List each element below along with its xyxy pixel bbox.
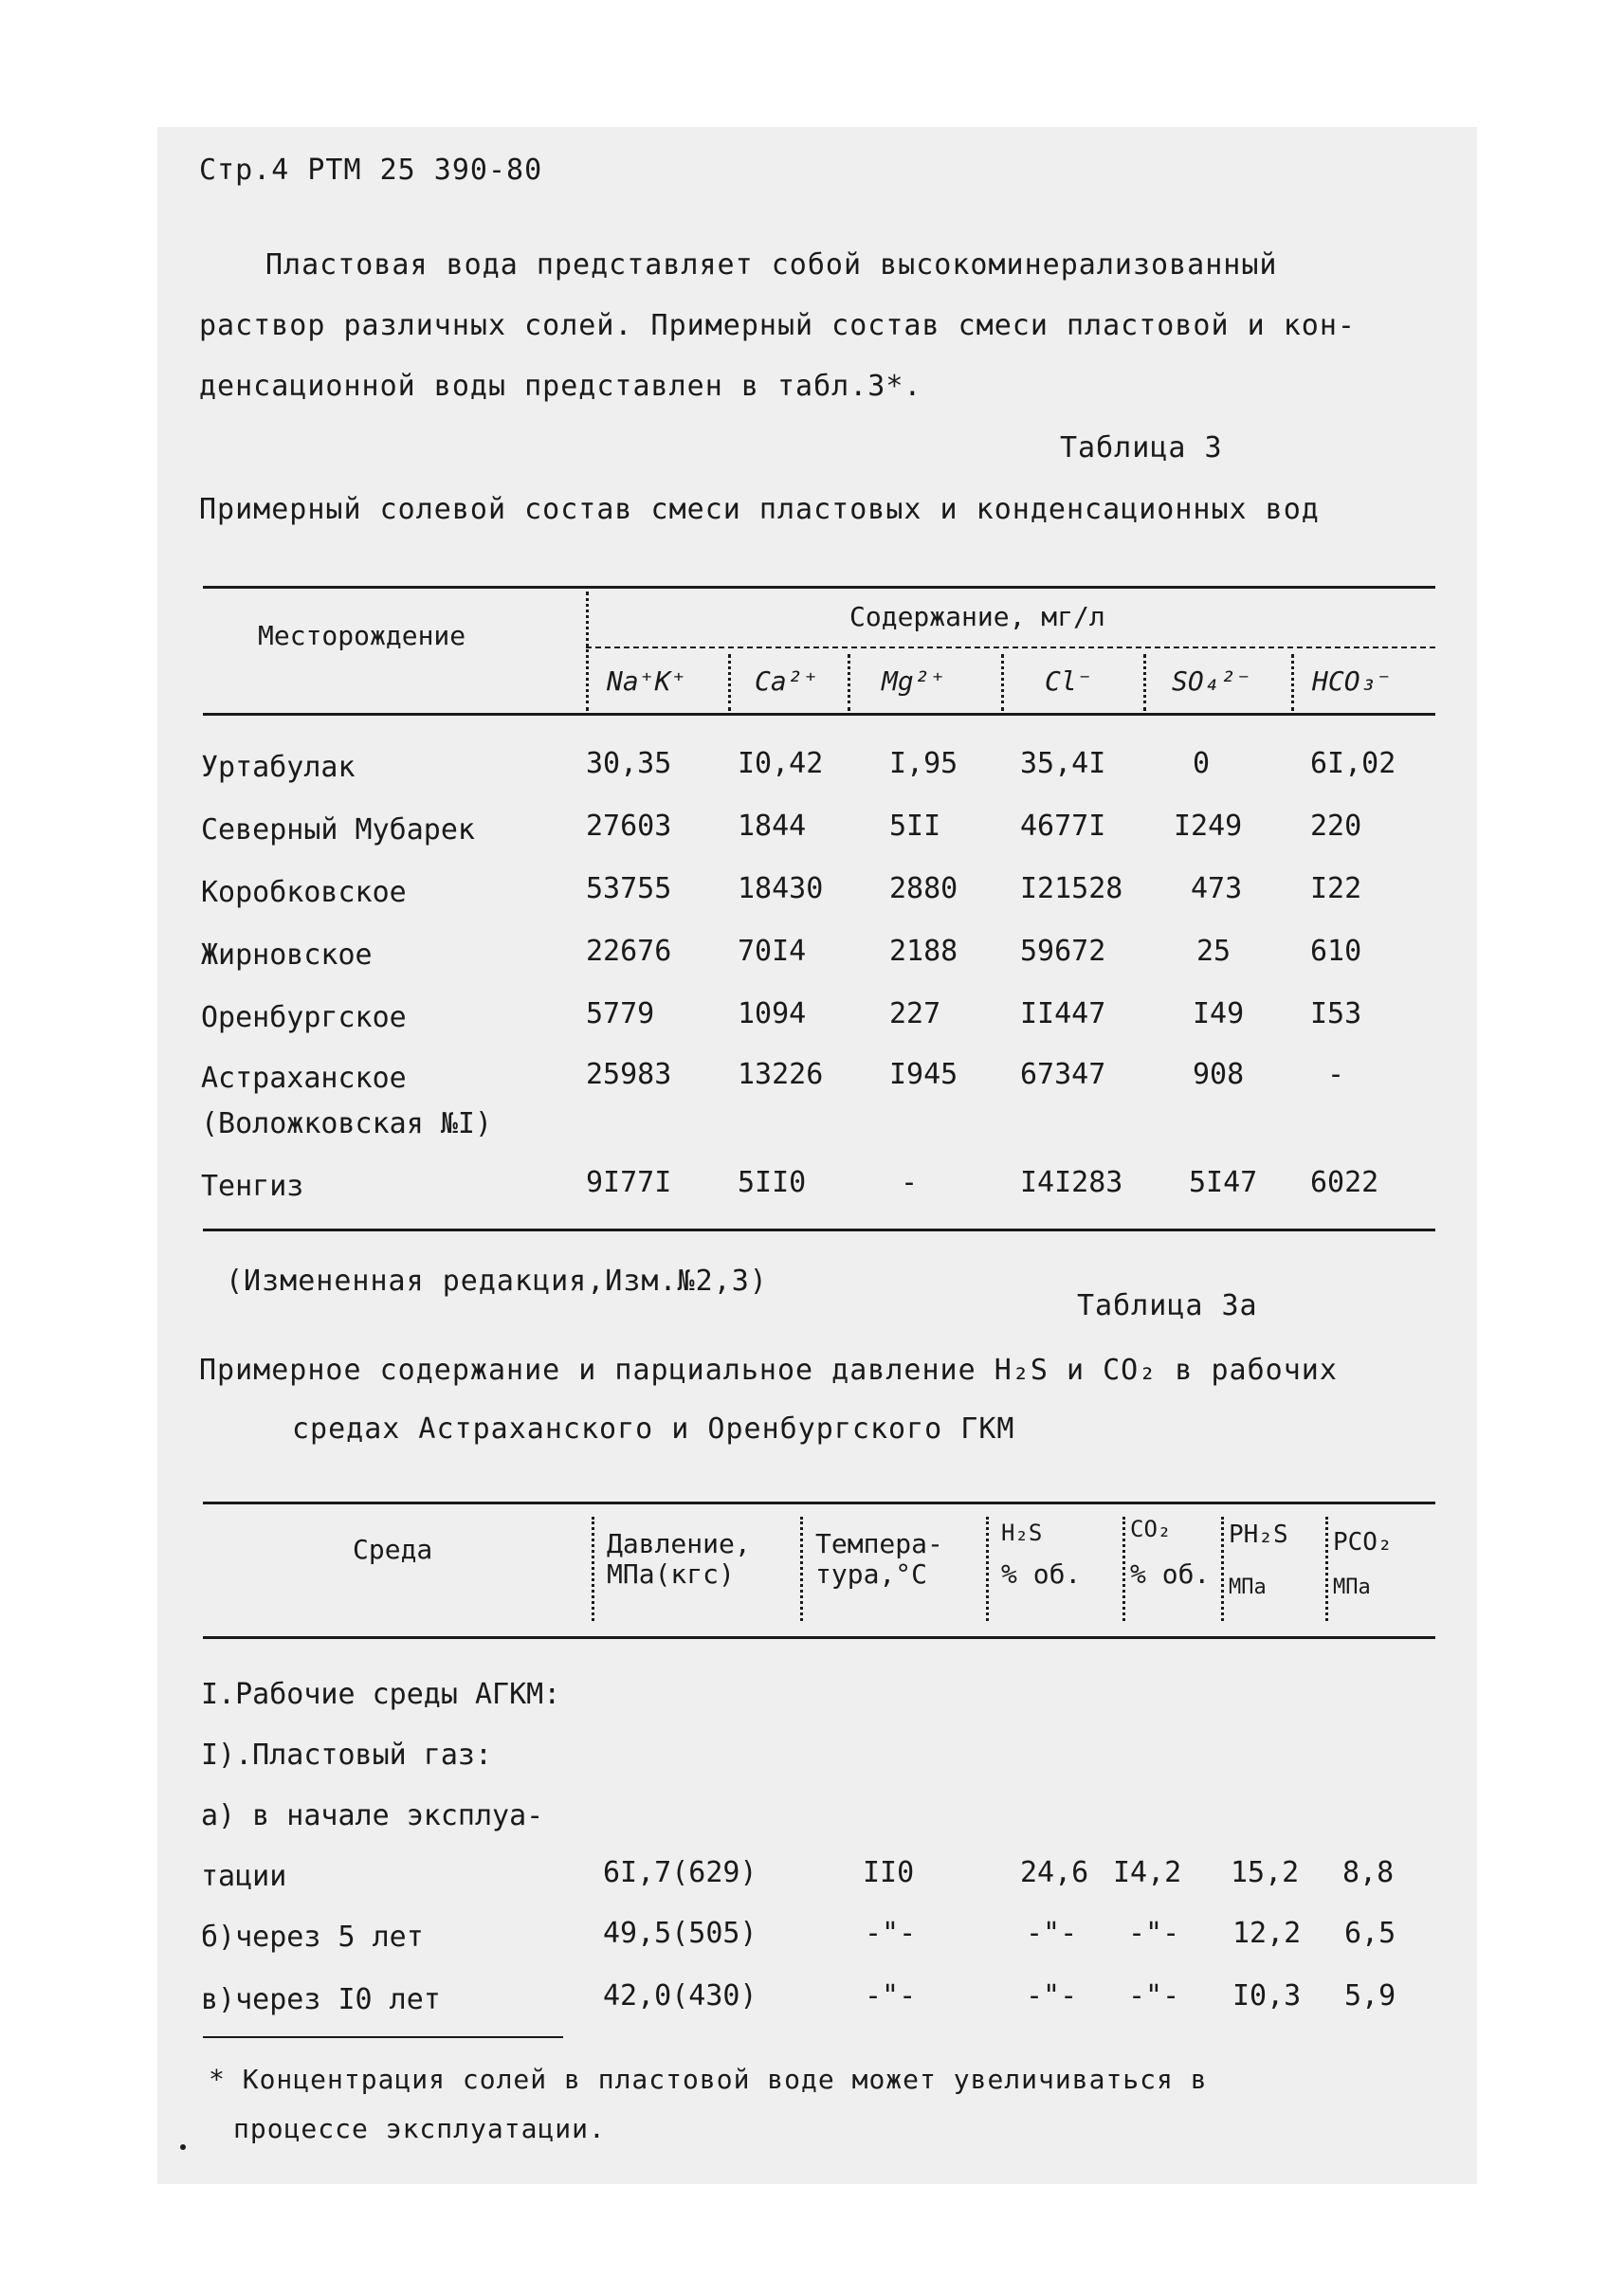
pressure-unit: МПа(кгс)	[607, 1558, 735, 1590]
value-cell: 6I,7(629)	[603, 1856, 757, 1889]
table3a-divider	[800, 1517, 803, 1621]
value-cell: -"-	[865, 1917, 917, 1950]
table3-divider	[1001, 654, 1004, 711]
value-cell: -"-	[1026, 1917, 1078, 1950]
h2s-header: H₂S	[1001, 1520, 1043, 1546]
value-cell: 18430	[738, 872, 824, 905]
value-cell: 35,4I	[1020, 747, 1106, 780]
value-cell: 5779	[586, 997, 655, 1030]
pco2-unit: МПа	[1333, 1576, 1371, 1599]
field-name: Тенгиз	[201, 1170, 304, 1203]
value-cell: 0	[1193, 747, 1211, 780]
value-cell: I4I283	[1020, 1166, 1123, 1199]
value-cell: 5,9	[1344, 1979, 1396, 2013]
table3a-caption-line-2: средах Астраханского и Оренбургского ГКМ	[292, 1412, 1015, 1446]
table3-revision-note: (Измененная редакция,Изм.№2,3)	[226, 1265, 768, 1298]
value-cell: 6,5	[1344, 1917, 1396, 1950]
value-cell: 25983	[586, 1058, 672, 1091]
value-cell: 8,8	[1342, 1856, 1395, 1889]
field-name: Оренбургское	[201, 1001, 407, 1034]
table3-top-rule	[203, 586, 1435, 589]
value-cell: 22676	[586, 935, 672, 968]
table3-divider	[586, 592, 589, 711]
value-cell: I22	[1310, 872, 1362, 905]
medium-header: Среда	[353, 1534, 433, 1565]
value-cell: I4,2	[1113, 1856, 1182, 1889]
table3-divider	[1143, 654, 1146, 711]
table3-divider	[848, 654, 850, 711]
field-name-continued: (Воложковская №I)	[201, 1107, 493, 1140]
value-cell: -"-	[1128, 1979, 1180, 2013]
table3a-label: Таблица 3а	[1077, 1289, 1258, 1322]
value-cell: 27603	[586, 810, 672, 843]
row-label: б)через 5 лет	[201, 1921, 424, 1954]
co2-header: CO₂	[1130, 1516, 1172, 1542]
ion-header: Mg²⁺	[882, 665, 946, 697]
table3a-divider	[1325, 1517, 1328, 1621]
temperature-unit: тура,°С	[815, 1558, 928, 1590]
table3a-divider	[592, 1517, 594, 1621]
footnote-line-2: процессе эксплуатации.	[233, 2113, 606, 2144]
ion-header: Na⁺K⁺	[607, 665, 687, 697]
row-label: а) в начале эксплуа-	[201, 1799, 544, 1832]
subsection-heading: I).Пластовый газ:	[201, 1739, 493, 1772]
value-cell: -	[901, 1166, 919, 1199]
ph2s-header: PH₂S	[1229, 1521, 1288, 1549]
intro-line-3: денсационной воды представлен в табл.3*.	[199, 370, 922, 403]
value-cell: I0,3	[1232, 1979, 1302, 2013]
table3a-divider	[1221, 1517, 1224, 1621]
table3-bottom-rule	[203, 1229, 1435, 1231]
value-cell: 42,0(430)	[603, 1979, 757, 2013]
value-cell: -"-	[1026, 1979, 1078, 2013]
temperature-header: Темпера-	[815, 1528, 943, 1559]
pressure-header: Давление,	[607, 1528, 751, 1559]
value-cell: 30,35	[586, 747, 672, 780]
value-cell: 49,5(505)	[603, 1917, 757, 1950]
value-cell: 610	[1310, 935, 1362, 968]
table3-divider	[728, 654, 731, 711]
co2-unit: % об.	[1130, 1558, 1211, 1590]
value-cell: I,95	[889, 747, 958, 780]
page-reference: Стр.4 РТМ 25 390-80	[199, 154, 543, 187]
footnote-line-1: * Концентрация солей в пластовой воде может увеличиваться в	[209, 2064, 1208, 2095]
value-cell: 24,6	[1020, 1856, 1089, 1889]
field-name: Северный Мубарек	[201, 813, 475, 847]
h2s-unit: % об.	[1001, 1558, 1082, 1590]
value-cell: 53755	[586, 872, 672, 905]
value-cell: I945	[889, 1058, 958, 1091]
field-name: Жирновское	[201, 938, 373, 972]
section-heading: I.Рабочие среды АГКМ:	[201, 1678, 561, 1711]
value-cell: I249	[1174, 810, 1243, 843]
value-cell: 15,2	[1231, 1856, 1300, 1889]
row-label: в)через I0 лет	[201, 1983, 441, 2016]
field-name: Уртабулак	[201, 751, 356, 784]
value-cell: -"-	[865, 1979, 917, 2013]
value-cell: 1094	[738, 997, 807, 1030]
value-cell: 1844	[738, 810, 807, 843]
value-cell: 227	[889, 997, 941, 1030]
value-cell: -"-	[1128, 1917, 1180, 1950]
table3a-header-rule	[203, 1636, 1435, 1639]
ph2s-unit: МПа	[1229, 1576, 1267, 1599]
table3a-divider	[986, 1517, 989, 1621]
value-cell: 473	[1191, 872, 1243, 905]
ion-header: HCO₃⁻	[1312, 665, 1393, 697]
field-name: Астраханское	[201, 1062, 407, 1095]
value-cell: 67347	[1020, 1058, 1106, 1091]
value-cell: 2188	[889, 935, 958, 968]
table3a-caption-line-1: Примерное содержание и парциальное давление H₂S и CO₂ в рабочих	[199, 1354, 1338, 1387]
value-cell: 220	[1310, 810, 1362, 843]
value-cell: 9I77I	[586, 1166, 672, 1199]
value-cell: I53	[1310, 997, 1362, 1030]
table3a-divider	[1122, 1517, 1125, 1621]
table3-caption: Примерный солевой состав смеси пластовых и конденсационных вод	[199, 493, 1320, 526]
value-cell: 5I47	[1189, 1166, 1258, 1199]
value-cell: I21528	[1020, 872, 1123, 905]
value-cell: 6022	[1310, 1166, 1379, 1199]
value-cell: 6I,02	[1310, 747, 1396, 780]
ion-header: SO₄²⁻	[1172, 665, 1252, 697]
intro-line-1: Пластовая вода представляет собой высокоминерализованный	[265, 248, 1278, 282]
value-cell: 59672	[1020, 935, 1106, 968]
value-cell: 5II	[889, 810, 941, 843]
ion-header: Cl⁻	[1045, 665, 1093, 697]
value-cell: 12,2	[1232, 1917, 1302, 1950]
value-cell: 13226	[738, 1058, 824, 1091]
value-cell: -	[1327, 1058, 1345, 1091]
value-cell: 4677I	[1020, 810, 1106, 843]
pco2-header: PCO₂	[1333, 1528, 1393, 1557]
value-cell: 908	[1193, 1058, 1245, 1091]
table3-field-header: Месторождение	[258, 620, 466, 651]
intro-line-2: раствор различных солей. Примерный состав смеси пластовой и кон-	[199, 309, 1356, 342]
value-cell: 25	[1196, 935, 1232, 968]
field-name: Коробковское	[201, 876, 407, 909]
value-cell: II0	[863, 1856, 915, 1889]
table3-group-rule	[586, 647, 1435, 648]
ion-header: Ca²⁺	[755, 665, 819, 697]
value-cell: 5II0	[738, 1166, 807, 1199]
value-cell: II447	[1020, 997, 1106, 1030]
value-cell: I0,42	[738, 747, 824, 780]
margin-mark	[180, 2144, 186, 2150]
table3-header-rule	[203, 713, 1435, 716]
table3a-top-rule	[203, 1502, 1435, 1504]
value-cell: I49	[1193, 997, 1245, 1030]
value-cell: 2880	[889, 872, 958, 905]
footnote-rule	[203, 2036, 563, 2038]
value-cell: 70I4	[738, 935, 807, 968]
table3-content-header: Содержание, мг/л	[849, 601, 1105, 632]
table3-label: Таблица 3	[1060, 431, 1223, 464]
row-label: тации	[201, 1860, 287, 1893]
table3-divider	[1291, 654, 1294, 711]
